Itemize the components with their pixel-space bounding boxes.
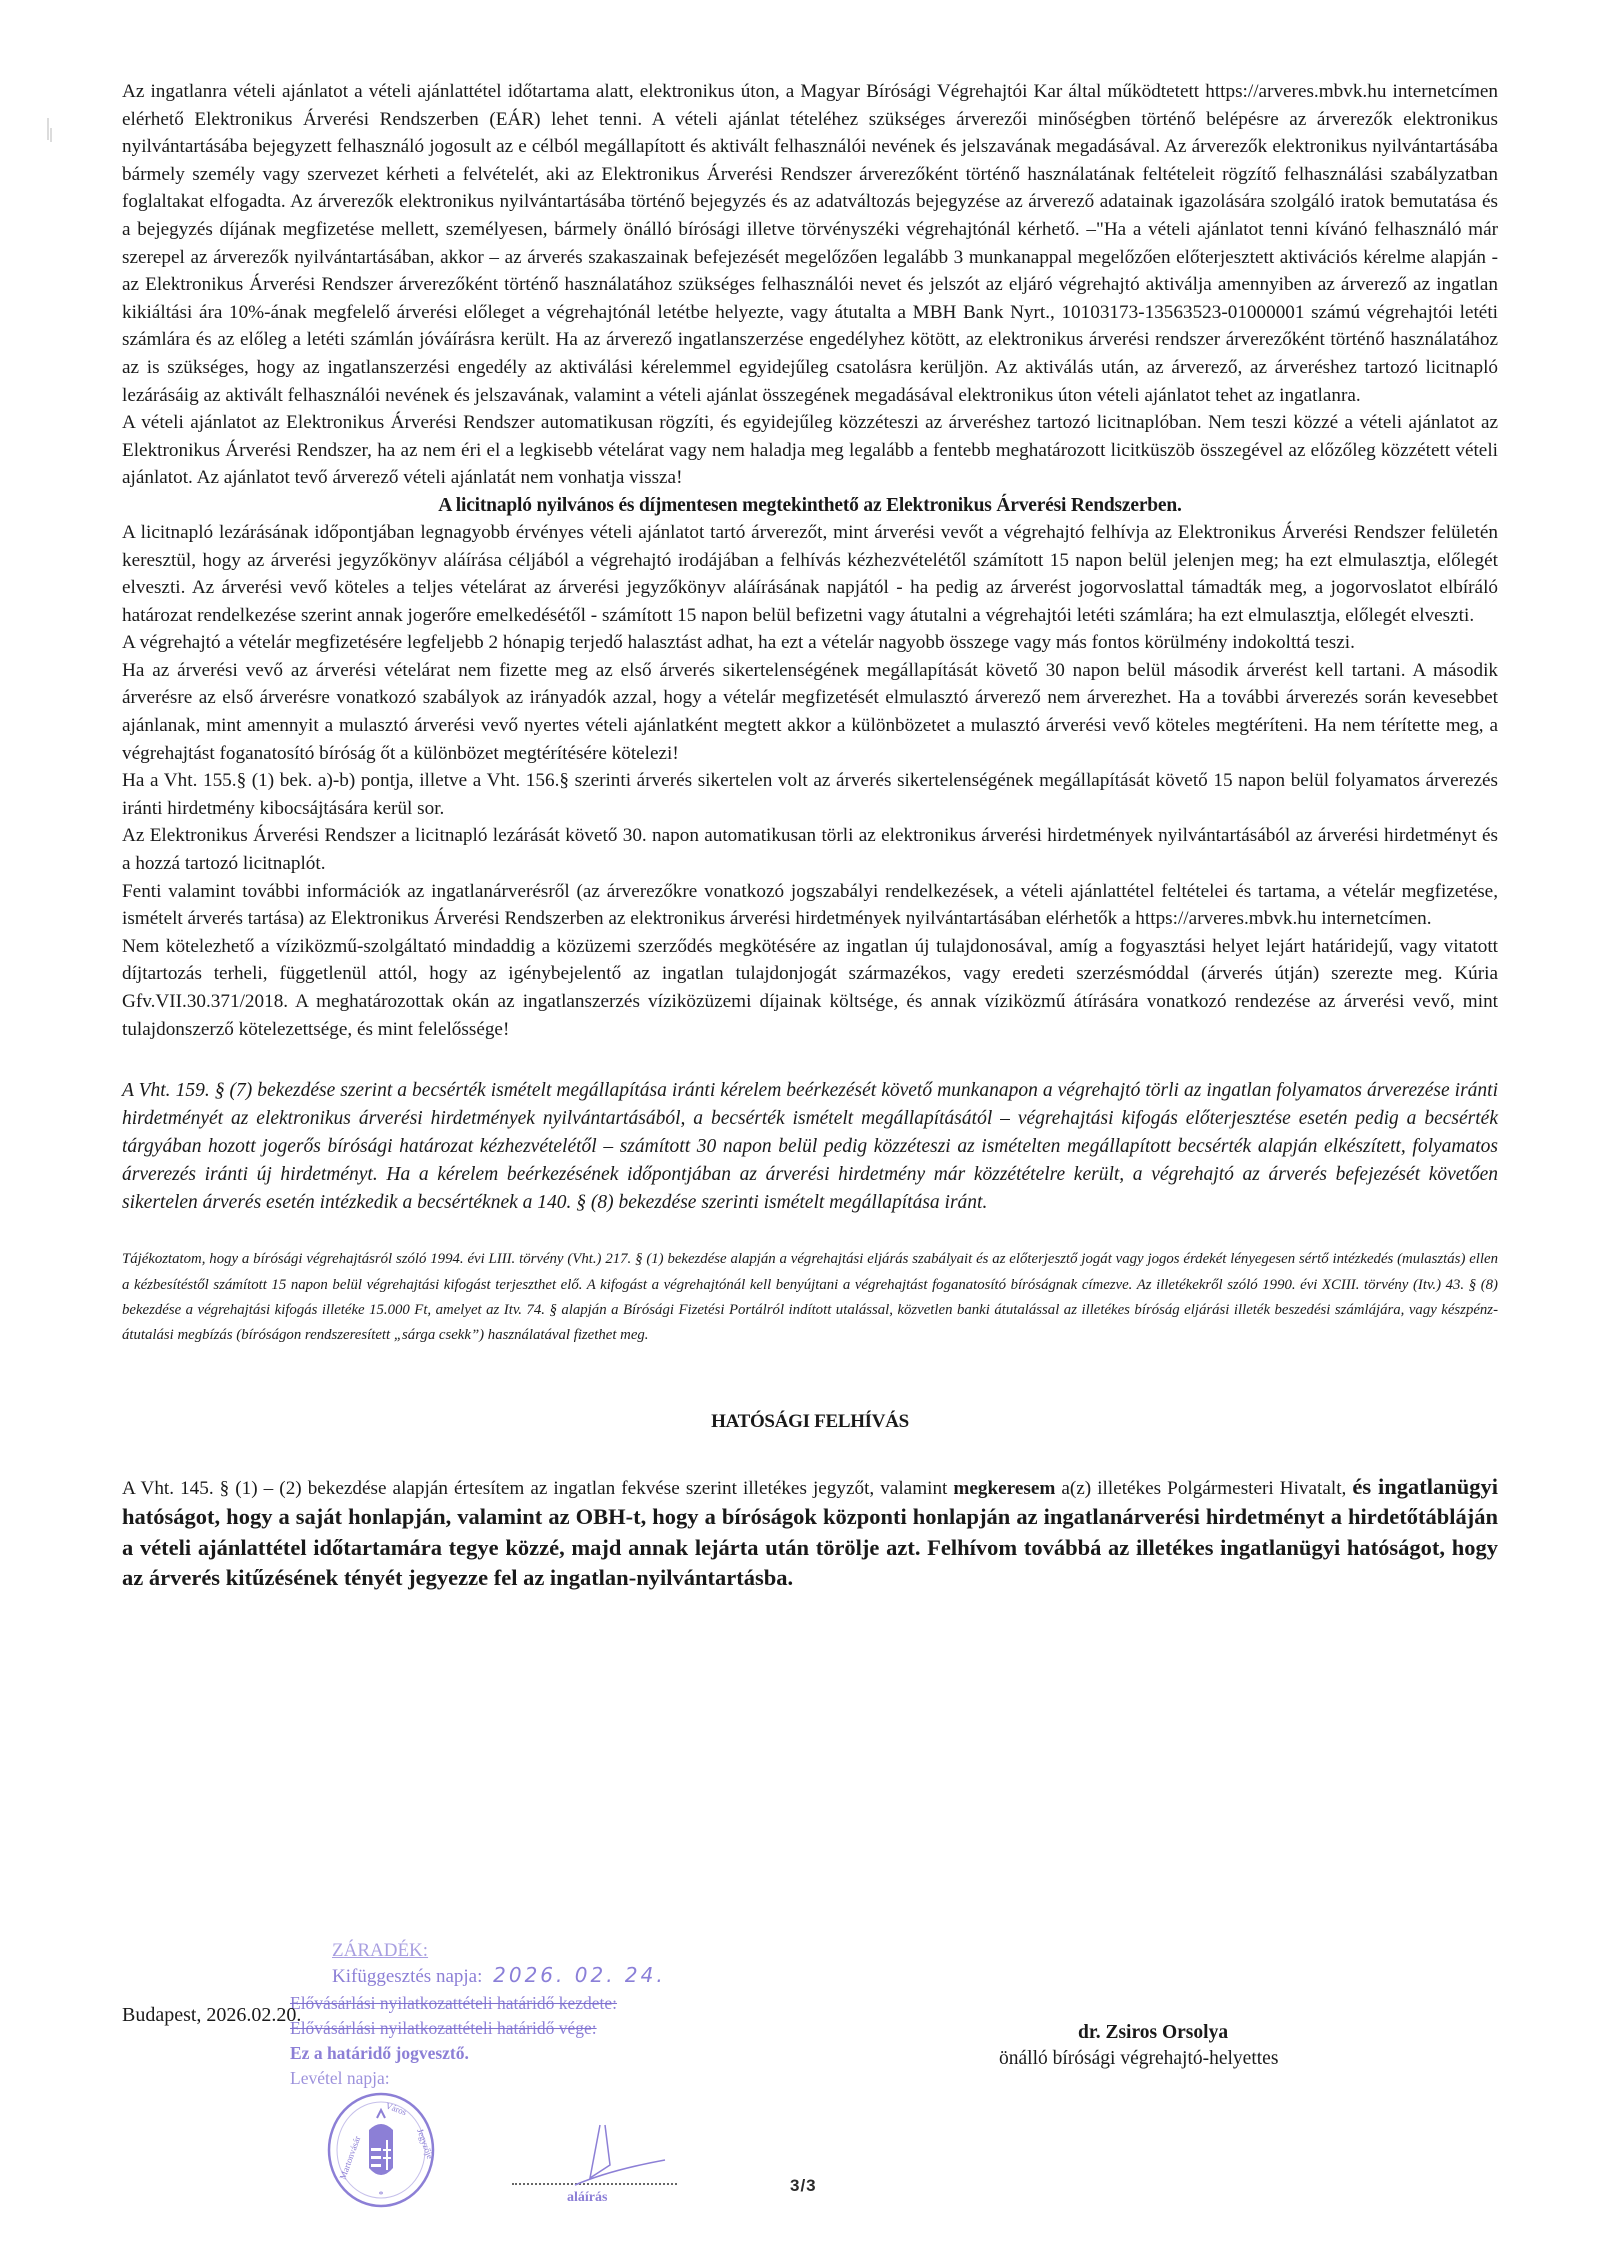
elovasarlasi-kezdete: Elővásárlási nyilatkozattételi határidő kezdete:: [290, 1993, 618, 2013]
paragraph-second-auction: Ha az árverési vevő az árverési vételárat nem fizette meg az első árverés sikertelenségének megállapítását követő 30 napon belül második árverést kell tartani. A második árverésre az első árverésre vonatkozó szabályok az irányadók azzal, hogy a vételár megfizetését elmulasztó árverező nem árverezhet. Ha a további árverezés során kevesebbet ajánlanak, mint amennyit a mulasztó árverési vevő nyertes vételi ajánlatként megtett akkor a különbözetet a mulasztó árverési vevő köteles megtéríteni. Ha nem térítette meg, a végrehajtást foganatosító bíróság őt a különbözet megtérítésére kötelezi!: [122, 659, 1498, 764]
page-number: 3/3: [790, 2176, 817, 2195]
licitnaplo-public-notice: A licitnapló nyilvános és díjmentesen megtekinthető az Elektronikus Árverési Rendszerben.: [438, 494, 1182, 516]
paragraph-buyer-obligations: A licitnapló lezárásának időpontjában legnagyobb érvényes vételi ajánlatot tartó árverezőt, mint árverési vevőt a végrehajtó felhívja az Elektronikus Árverési Rendszer felületén keresztül, hogy az árverési jegyzőkönyv aláírása céljából a végrehajtó irodájában a felhívás kézhezvételétől számított 15 napon belül jelenjen meg; ha ezt elmulasztja, előlegét elveszti. Az árverési vevő köteles a teljes vételárat az árverési jegyzőkönyv aláírásának napjától - ha pedig az árverést jogorvoslattal támadták meg, a jogorvoslatot elbíráló határozat rendelkezése szerint annak jogerőre emelkedésétől - számított 15 napon belül befizetni vagy átutalni a végrehajtói letéti számlára; ha ezt elmulasztja, előlegét elveszti.: [122, 521, 1498, 626]
kifuggesztes-label: Kifüggesztés napja: 2026. 02. 24.: [332, 1963, 666, 1987]
svg-text:Martonvásár: Martonvásár: [337, 2134, 363, 2181]
levetel-label: Levétel napja:: [290, 2068, 390, 2088]
scan-margin-mark: [50, 128, 52, 142]
scan-margin-mark: [47, 118, 49, 140]
paragraph-authority-request: A Vht. 145. § (1) – (2) bekezdése alapján értesítem az ingatlan fekvése szerint illetékes jegyzőt, valamint megkeresem a(z) illetékes Polgármesteri Hivatalt, és ingatlanügyi hatóságot, hogy a saját honlapján, valamint az OBH-t, hogy a bíróságok központi honlapján az ingatlanárverési hirdetményt a hirdetőtábláján a vételi ajánlattétel időtartamára tegye közzé, majd annak lejárta után törölje azt. Felhívom továbbá az illetékes ingatlanügyi hatóságot, hogy az árverés kitűzésének tényét jegyezze fel az ingatlan-nyilvántartásba.: [122, 1473, 1499, 1591]
city-date: Budapest, 2026.02.20.: [122, 2004, 302, 2026]
paragraph-vht-159: A Vht. 159. § (7) bekezdése szerint a becsérték ismételt megállapítása iránti kérelem beérkezését követő munkanapon a végrehajtó törli az ingatlan folyamatos árverezése iránti hirdetményét az elektronikus árverési hirdetmények nyilvántartásából, a becsérték ismételt megállapításától – végrehajtási kifogás előterjesztése esetén pedig a becsérték tárgyában hozott jogerős bírósági határozat kézhezvételétől – számított 30 napon belül pedig közzéteszi az ismételten megállapított becsérték alapján elkészített, folyamatos árverezés iránti új hirdetményt. Ha a kérelem beérkezésének időpontjában az árverési hirdetmény már közzétételre került, a végrehajtó az árverés befejezését követően sikertelen árverés esetén intézkedik a becsértéknek a 140. § (8) bekezdése szerinti ismételt megállapítása iránt.: [122, 1080, 1498, 1214]
paragraph-legal-remedy-notice: Tájékoztatom, hogy a bírósági végrehajtásról szóló 1994. évi LIII. törvény (Vht.) 217. § (1) bekezdése alapján a végrehajtási eljárás szabályait és az előterjesztő jogát vagy jogos érdekét lényegesen sértő intézkedés (mulasztás) ellen a kézbesítéstől számított 15 napon belül végrehajtási kifogást terjeszthet elő. A kifogást a végrehajtónál kell benyújtani a végrehajtást foganatosító bíróságnak címezve. Az illetékekről szóló 1990. évi XCIII. törvény (Itv.) 43. § (8) bekezdése a végrehajtási kifogás illetéke 15.000 Ft, amelyet az Itv. 74. § alapján a Bírósági Fizetési Portálról indított utalással, közvetlen banki átutalással az illetékes bíróság eljárási illeték beszedési számlájára, vagy készpénz-átutalási megbízás (bíróságon rendszeresített „sárga csekk”) használatával fizethet meg.: [122, 1251, 1498, 1344]
kifuggesztes-date: 2026. 02. 24.: [493, 1963, 666, 1987]
paragraph-ear-deletion: Az Elektronikus Árverési Rendszer a licitnapló lezárását követő 30. napon automatikusan törli az elektronikus árverési hirdetmények nyilvántartásából az árverési hirdetményt és a hozzá tartozó licitnaplót.: [122, 825, 1498, 875]
signatory-title: önálló bírósági végrehajtó-helyettes: [999, 2048, 1279, 2069]
elovasarlasi-vege: Elővásárlási nyilatkozattételi határidő vége:: [290, 2018, 597, 2038]
section-heading-hatosagi-felhivas: HATÓSÁGI FELHÍVÁS: [711, 1410, 909, 1432]
paragraph-water-utility: Nem kötelezhető a víziközmű-szolgáltató mindaddig a közüzemi szerződés megkötésére az ingatlan új tulajdonosával, amíg a fogyasztási helyet lejárt határidejű, vagy vitatott díjtartozás terheli, függetlenül attól, hogy az igénybejelentő az ingatlan tulajdonjogát származékos, vagy eredeti szerzésmóddal (árverés útján) szerezte meg. Kúria Gfv.VII.30.371/2018. A meghatározottak okán az ingatlanszerzés víziközüzemi díjainak költsége, és annak víziközmű átírására vonatkozó rendezése az árverési vevő, mint tulajdonszerző kötelezettsége, és mint felelőssége!: [122, 935, 1498, 1040]
jogveszto-notice: Ez a határidő jogvesztő.: [290, 2043, 469, 2063]
signature-label: aláírás: [567, 2190, 608, 2205]
handwritten-signature-icon: [560, 2120, 670, 2195]
official-seal-icon: [325, 2090, 437, 2210]
paragraph-payment-deferral: A végrehajtó a vételár megfizetésére legfeljebb 2 hónapig terjedő halasztást adhat, ha ezt a vételár nagyobb összege vagy más fontos körülmény indokolttá teszi.: [122, 632, 1355, 654]
document-page: [122, 78, 1498, 1595]
svg-text:Jegyzője: Jegyzője: [415, 2127, 436, 2161]
paragraph-further-info: Fenti valamint további információk az ingatlanárverésről (az árverezőkre vonatkozó jogszabályi rendelkezések, a vételi ajánlattétel feltételei és tartama, a vételár megfizetése, ismételt árverés tartása) az Elektronikus Árverési Rendszerben az elektronikus árverési hirdetmények nyilvántartásában elérhetők a https://arveres.mbvk.hu internetcímen.: [122, 880, 1498, 930]
paragraph-bid-publication: A vételi ajánlatot az Elektronikus Árverési Rendszer automatikusan rögzíti, és egyidejűleg közzéteszi az árveréshez tartozó licitnaplóban. Nem teszi közzé a vételi ajánlatot az Elektronikus Árverési Rendszer, ha az nem éri el a legkisebb vételárat vagy nem haladja meg legalább a fentebb meghatározott licitküszöb összegével az előzőleg közzétett vételi ajánlatot. Az ajánlatot tevő árverező vételi ajánlatát nem vonhatja vissza!: [122, 412, 1498, 489]
signatory-name: dr. Zsiros Orsolya: [1078, 2022, 1229, 2043]
svg-text:Város: Város: [384, 2100, 408, 2118]
svg-text:*: *: [378, 2190, 384, 2201]
paragraph-bidding-rules: Az ingatlanra vételi ajánlatot a vételi ajánlattétel időtartama alatt, elektronikus úton, a Magyar Bírósági Végrehajtói Kar által működtetett https://arveres.mbvk.hu internetcímen elérhető Elektronikus Árverési Rendszerben (EÁR) lehet tenni. A vételi ajánlat tételéhez szükséges árverezői minőségben történő belépésre az árverezők elektronikus nyilvántartásába bejegyzett felhasználó jogosult az e célból megállapított és aktivált felhasználói nevének és jelszavának megadásával. Az árverezők elektronikus nyilvántartásába bármely személy vagy szervezet kérheti a felvételét, aki az Elektronikus Árverési Rendszer árverezőként történő használatának feltételeit rögzítő felhasználási szabályzatban foglaltakat elfogadta. Az árverezők elektronikus nyilvántartásába történő bejegyzés és az adatváltozás bejegyzése az árverező adatainak igazolására szolgáló iratok bemutatása és a bejegyzés díjának megfizetése mellett, személyesen, bármely önálló bírósági illetve törvényszéki végrehajtónál kérhető. –"Ha a vételi ajánlatot tenni kívánó felhasználó már szerepel az árverezők nyilvántartásában, akkor – az árverés szakaszainak befejezését megelőzően legalább 3 munkanappal megelőzően előterjesztett aktivációs kérelme alapján - az Elektronikus Árverési Rendszer árverezőként történő használatához szükséges felhasználói nevet és jelszót az eljáró végrehajtó aktiválja amennyiben az árverező az ingatlan kikiáltási ára 10%-ának megfelelő árverési előleget a végrehajtónál letétbe helyezte, vagy átutalta a MBH Bank Nyrt., 10103173-13563523-01000001 számú végrehajtói letéti számlára és az előleg a letéti számlán jóváírásra került. Ha az árverező ingatlanszerzése engedélyhez kötött, az elektronikus árverési rendszer árverezőként történő használatához az is szükséges, hogy az ingatlanszerzési engedély az aktiválási kérelemmel egyidejűleg csatolásra kerüljön. Az aktiválás után, az árverező, az árveréshez tartozó licitnapló lezárásáig az aktivált felhasználói nevének és jelszavának, valamint a vételi ajánlat összegének megadásával elektronikus úton vételi ajánlatot tehet az ingatlanra.: [122, 81, 1498, 406]
paragraph-continuous-auction: Ha a Vht. 155.§ (1) bek. a)-b) pontja, illetve a Vht. 156.§ szerinti árverés sikertelen volt az árverés sikertelenségének megállapítását követő 15 napon belül folyamatos árverezés iránti hirdetmény kibocsájtására kerül sor.: [122, 770, 1498, 819]
zaradek-header: ZÁRADÉK:: [332, 1940, 429, 1961]
